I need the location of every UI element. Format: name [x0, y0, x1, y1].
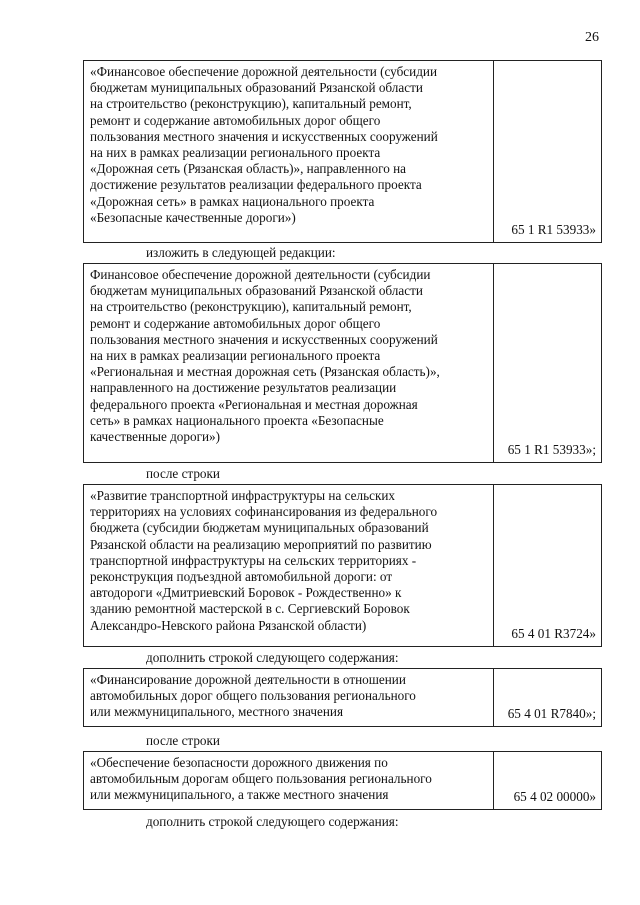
row-description: «Обеспечение безопасности дорожного движения по автомобильным дорогам общего пользования регионального или межмуниципального, а также местного значения — [84, 752, 494, 809]
table-row-rural-transport — [83, 484, 602, 647]
instruction-after-row: после строки — [146, 733, 220, 748]
page-number: 26 — [585, 30, 599, 45]
row-code: 65 1 R1 53933» — [511, 221, 596, 237]
instruction-add-row: дополнить строкой следующего содержания: — [146, 650, 399, 665]
instruction-replace: изложить в следующей редакции: — [146, 245, 336, 260]
row-code: 65 1 R1 53933»; — [507, 441, 596, 457]
instruction-after-row: после строки — [146, 466, 220, 481]
table-row-road-safety — [83, 751, 602, 810]
row-description: «Финансовое обеспечение дорожной деятельности (субсидии бюджетам муниципальных образований Рязанской области на строительство (реконструкцию), капитальный ремонт, ремонт и содержание автомобильных дорог общего пользования местного значения и искусственных сооружений на них в рамках реализации регионального проекта «Дорожная сеть (Рязанская область)», направленного на достижение результатов реализации федерального проекта «Дорожная сеть» в рамках национального проекта «Безопасные качественные дороги») — [84, 61, 494, 242]
table-row-road-financing — [83, 668, 602, 727]
row-code: 65 4 02 00000» — [513, 788, 596, 804]
table-row-old-road-funding — [83, 60, 602, 243]
instruction-add-row: дополнить строкой следующего содержания: — [146, 814, 399, 829]
row-code: 65 4 01 R3724» — [511, 625, 596, 641]
row-description: «Финансирование дорожной деятельности в отношении автомобильных дорог общего пользования регионального или межмуниципального, местного значения — [84, 669, 494, 726]
row-code: 65 4 01 R7840»; — [507, 705, 596, 721]
table-row-new-road-funding — [83, 263, 602, 463]
row-description: Финансовое обеспечение дорожной деятельности (субсидии бюджетам муниципальных образований Рязанской области на строительство (реконструкцию), капитальный ремонт, ремонт и содержание автомобильных дорог общего пользования местного значения и искусственных сооружений на них в рамках реализации регионального проекта «Региональная и местная дорожная сеть (Рязанская область)», направленного на достижение результатов реализации федерального проекта «Региональная и местная дорожная сеть» в рамках национального проекта «Безопасные качественные дороги») — [84, 264, 494, 462]
row-description: «Развитие транспортной инфраструктуры на сельских территориях на условиях софинансирования из федерального бюджета (субсидии бюджетам муниципальных образований Рязанской области на реализацию мероприятий по развитию транспортной инфраструктуры на сельских территориях - реконструкция подъездной автомобильной дороги: от автодороги «Дмитриевский Боровок - Рождественно» к зданию ремонтной мастерской в с. Сергиевский Боровок Александро-Невского района Рязанской области) — [84, 485, 494, 646]
